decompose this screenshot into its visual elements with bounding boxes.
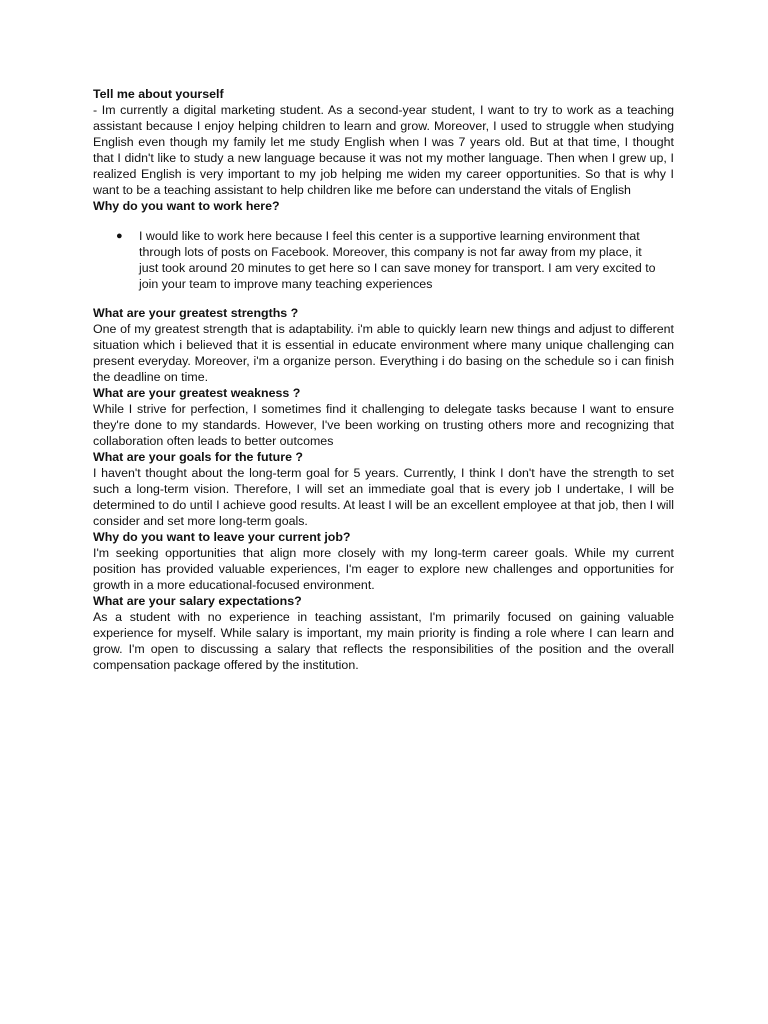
question-heading: What are your salary expectations? (93, 594, 302, 608)
section-weakness (93, 385, 674, 449)
spacer (93, 214, 674, 228)
question-heading: Why do you want to leave your current job? (93, 530, 351, 544)
answer-paragraph: - Im currently a digital marketing student. As a second-year student, I want to try to work as a teaching assistant because I enjoy helping children to learn and grow. Moreover, I used to struggle when studying English even though my family let me study English when I was 7 years old. But at that time, I thought that I didn't like to study a new language because it was not my mother language. Then when I grew up, I realized English is very important to my job helping me widen my career opportunities. So that is why I want to be a teaching assistant to help children like me before can understand the vitals of English (93, 103, 674, 197)
section-salary (93, 593, 674, 673)
question-heading: Why do you want to work here? (93, 199, 280, 213)
bullet-dot-icon: ● (116, 230, 123, 242)
section-why-work-here (93, 198, 674, 305)
question-heading: What are your goals for the future ? (93, 450, 303, 464)
bullet-list (93, 228, 674, 292)
answer-paragraph: As a student with no experience in teaching assistant, I'm primarily focused on gaining valuable experience for myself. While salary is important, my main priority is finding a role where I can learn and grow. I'm open to discussing a salary that reflects the responsibilities of the position and the overall compensation package offered by the institution. (93, 610, 674, 672)
question-heading: What are your greatest strengths ? (93, 306, 299, 320)
question-heading: Tell me about yourself (93, 87, 224, 101)
answer-paragraph: I'm seeking opportunities that align more closely with my long-term career goals. While my current position has provided valuable experiences, I'm eager to explore new challenges and opportunities for growth in a more educational-focused environment. (93, 546, 674, 592)
list-item (93, 228, 674, 292)
bullet-text: I would like to work here because I feel this center is a supportive learning environment that through lots of posts on Facebook. Moreover, this company is not far away from my place, it just took around 20 minutes to get here so I can save money for transport. I am very excited to join your team to improve many teaching experiences (139, 229, 656, 291)
answer-paragraph: I haven't thought about the long-term goal for 5 years. Currently, I think I don't have the strength to set such a long-term vision. Therefore, I will set an immediate goal that is every job I undertake, I will be determined to do until I achieve good results. At least I will be an excellent employee at that job, then I will consider and set more long-term goals. (93, 466, 674, 528)
section-goals (93, 449, 674, 529)
section-strengths (93, 305, 674, 385)
question-heading: What are your greatest weakness ? (93, 386, 301, 400)
section-about-yourself (93, 86, 674, 198)
spacer (93, 292, 674, 305)
answer-paragraph: One of my greatest strength that is adaptability. i'm able to quickly learn new things and adjust to different situation which i believed that it is essential in educate environment where many unique challenging can present everyday. Moreover, i'm a organize person. Everything i do basing on the schedule so i can finish the deadline on time. (93, 322, 674, 384)
section-leave-job (93, 529, 674, 593)
answer-paragraph: While I strive for perfection, I sometimes find it challenging to delegate tasks because I want to ensure they're done to my standards. However, I've been working on trusting others more and recognizing that collaboration often leads to better outcomes (93, 402, 674, 448)
